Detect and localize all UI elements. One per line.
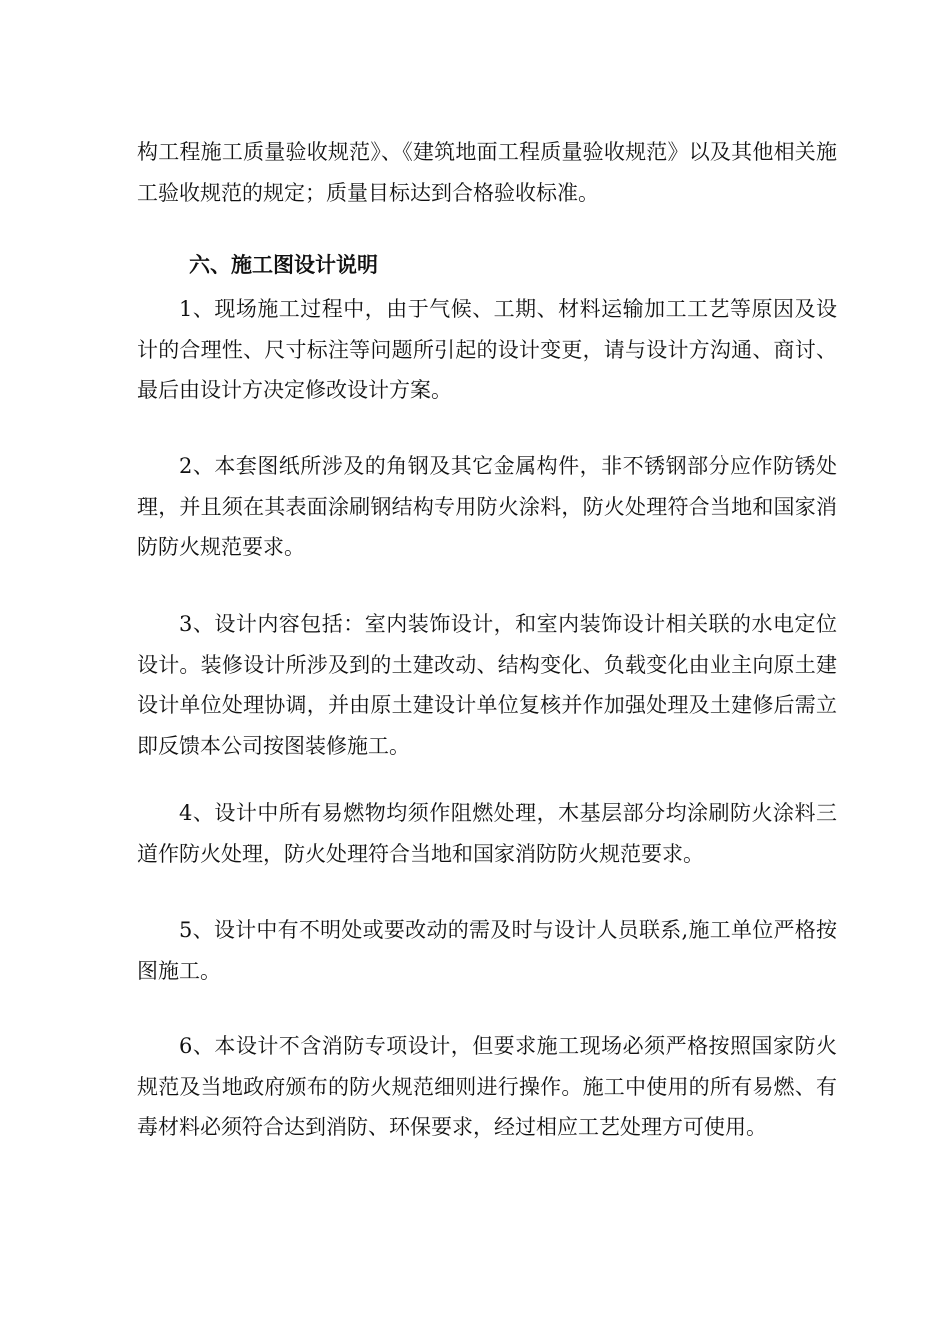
item-4-paragraph: 4、设计中所有易燃物均须作阻燃处理，木基层部分均涂刷防火涂料三道作防火处理，防火处理符合当地和国家消防防火规范要求。 bbox=[137, 801, 837, 866]
item-2-paragraph: 2、本套图纸所涉及的角钢及其它金属构件，非不锈钢部分应作防锈处理，并且须在其表面涂刷钢结构专用防火涂料，防火处理符合当地和国家消防防火规范要求。 bbox=[137, 454, 837, 559]
section-heading: 六、施工图设计说明 bbox=[189, 253, 378, 277]
item-6-paragraph: 6、本设计不含消防专项设计，但要求施工现场必须严格按照国家防火规范及当地政府颁布的防火规范细则进行操作。施工中使用的所有易燃、有毒材料必须符合达到消防、环保要求，经过相应工艺处理方可使用。 bbox=[137, 1034, 837, 1139]
item-5-block bbox=[137, 910, 837, 991]
item-1-block bbox=[137, 289, 837, 411]
item-1-paragraph: 1、现场施工过程中，由于气候、工期、材料运输加工工艺等原因及设计的合理性、尺寸标注等问题所引起的设计变更，请与设计方沟通、商讨、最后由设计方决定修改设计方案。 bbox=[137, 297, 837, 402]
item-3-paragraph: 3、设计内容包括：室内装饰设计，和室内装饰设计相关联的水电定位设计。装修设计所涉及到的土建改动、结构变化、负载变化由业主向原土建设计单位处理协调，并由原土建设计单位复核并作加强处理及土建修后需立即反馈本公司按图装修施工。 bbox=[137, 612, 837, 758]
intro-block bbox=[137, 132, 837, 213]
item-4-block bbox=[137, 793, 837, 874]
intro-paragraph: 构工程施工质量验收规范》、《建筑地面工程质量验收规范》以及其他相关施工验收规范的规定；质量目标达到合格验收标准。 bbox=[137, 140, 837, 205]
item-6-block bbox=[137, 1026, 837, 1148]
item-2-block bbox=[137, 446, 837, 568]
item-3-block bbox=[137, 604, 837, 766]
item-5-paragraph: 5、设计中有不明处或要改动的需及时与设计人员联系,施工单位严格按图施工。 bbox=[137, 918, 837, 983]
